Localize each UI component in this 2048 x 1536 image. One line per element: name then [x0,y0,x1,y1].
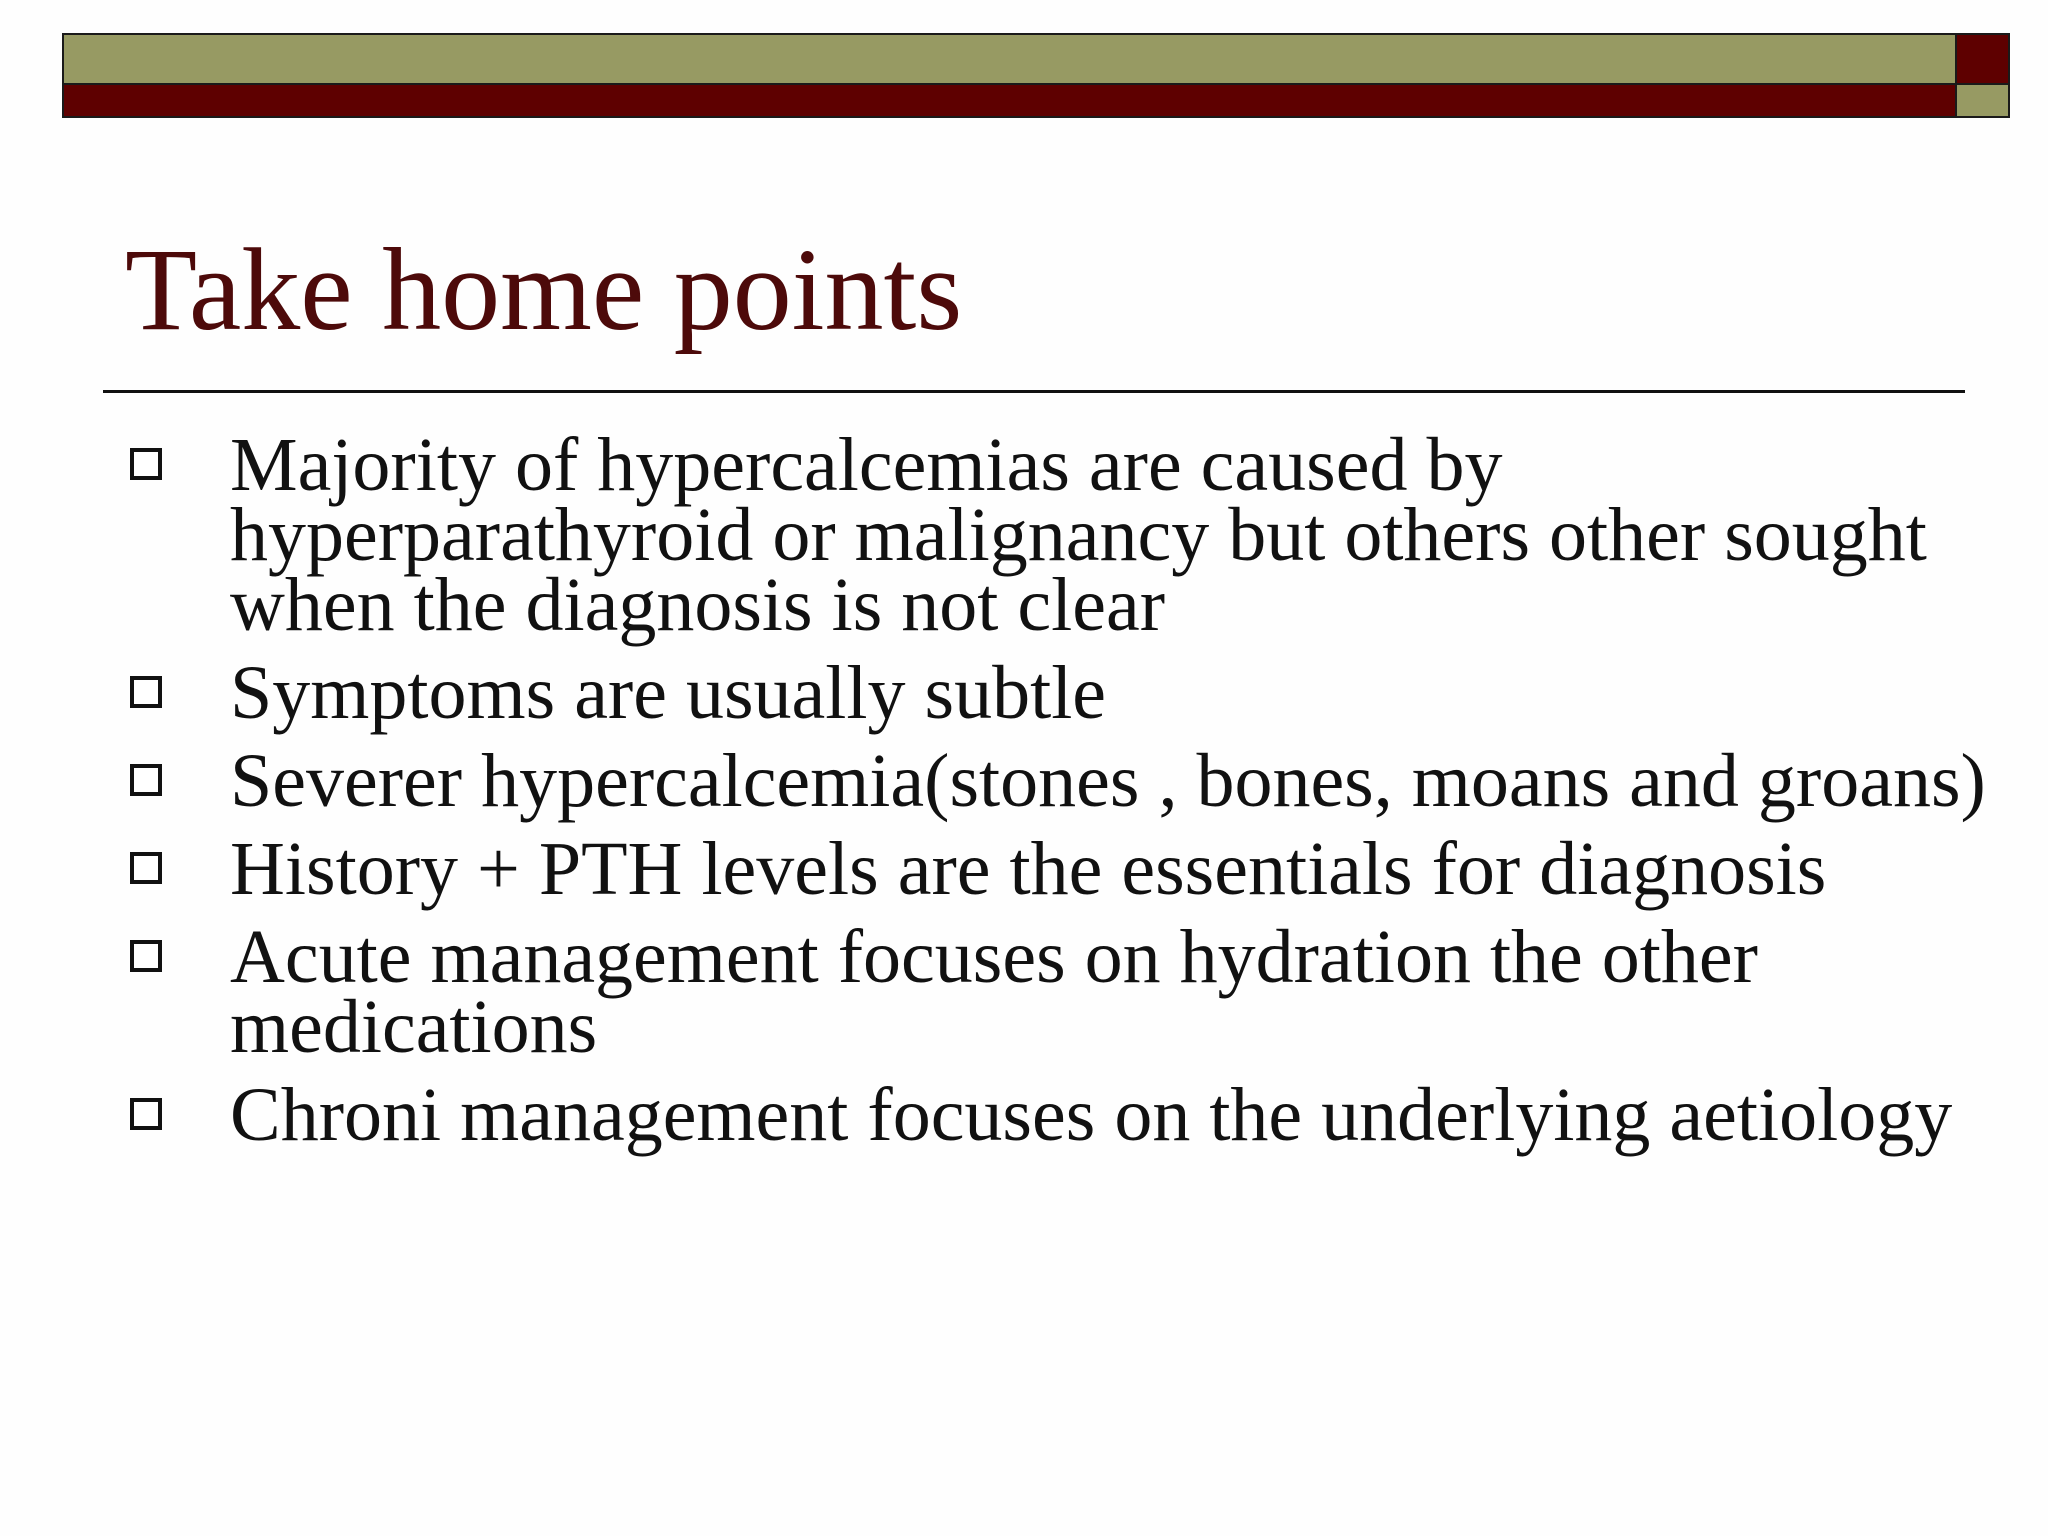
bullet-item [0,423,2048,647]
hollow-square-icon [130,1098,162,1130]
bullet-item [0,827,2048,911]
hollow-square-icon [130,940,162,972]
title-divider [103,390,1965,393]
bullet-text: Acute management focuses on hydration the other medications [230,915,1758,1069]
header-square-olive [1957,85,2010,118]
header-bar-maroon [62,85,1957,118]
hollow-square-icon [130,764,162,796]
bullet-item [0,739,2048,823]
slide-title: Take home points [125,224,963,355]
bullet-item [0,1073,2048,1157]
hollow-square-icon [130,676,162,708]
bullet-text: Majority of hypercalcemias are caused by hyperparathyroid or malignancy but others other sought when the diagnosis is not clear [230,423,1927,647]
bullet-text: Symptoms are usually subtle [230,651,1107,735]
header-square-maroon [1957,33,2010,85]
bullet-text: Severer hypercalcemia(stones , bones, moans and groans) [230,739,1986,823]
bullet-item [0,651,2048,735]
bullet-list [0,423,2048,1168]
bullet-text: Chroni management focuses on the underlying aetiology [230,1073,1953,1157]
hollow-square-icon [130,448,162,480]
bullet-text: History + PTH levels are the essentials for diagnosis [230,827,1827,911]
bullet-item [0,915,2048,1069]
header-bar-olive [62,33,1957,85]
hollow-square-icon [130,852,162,884]
